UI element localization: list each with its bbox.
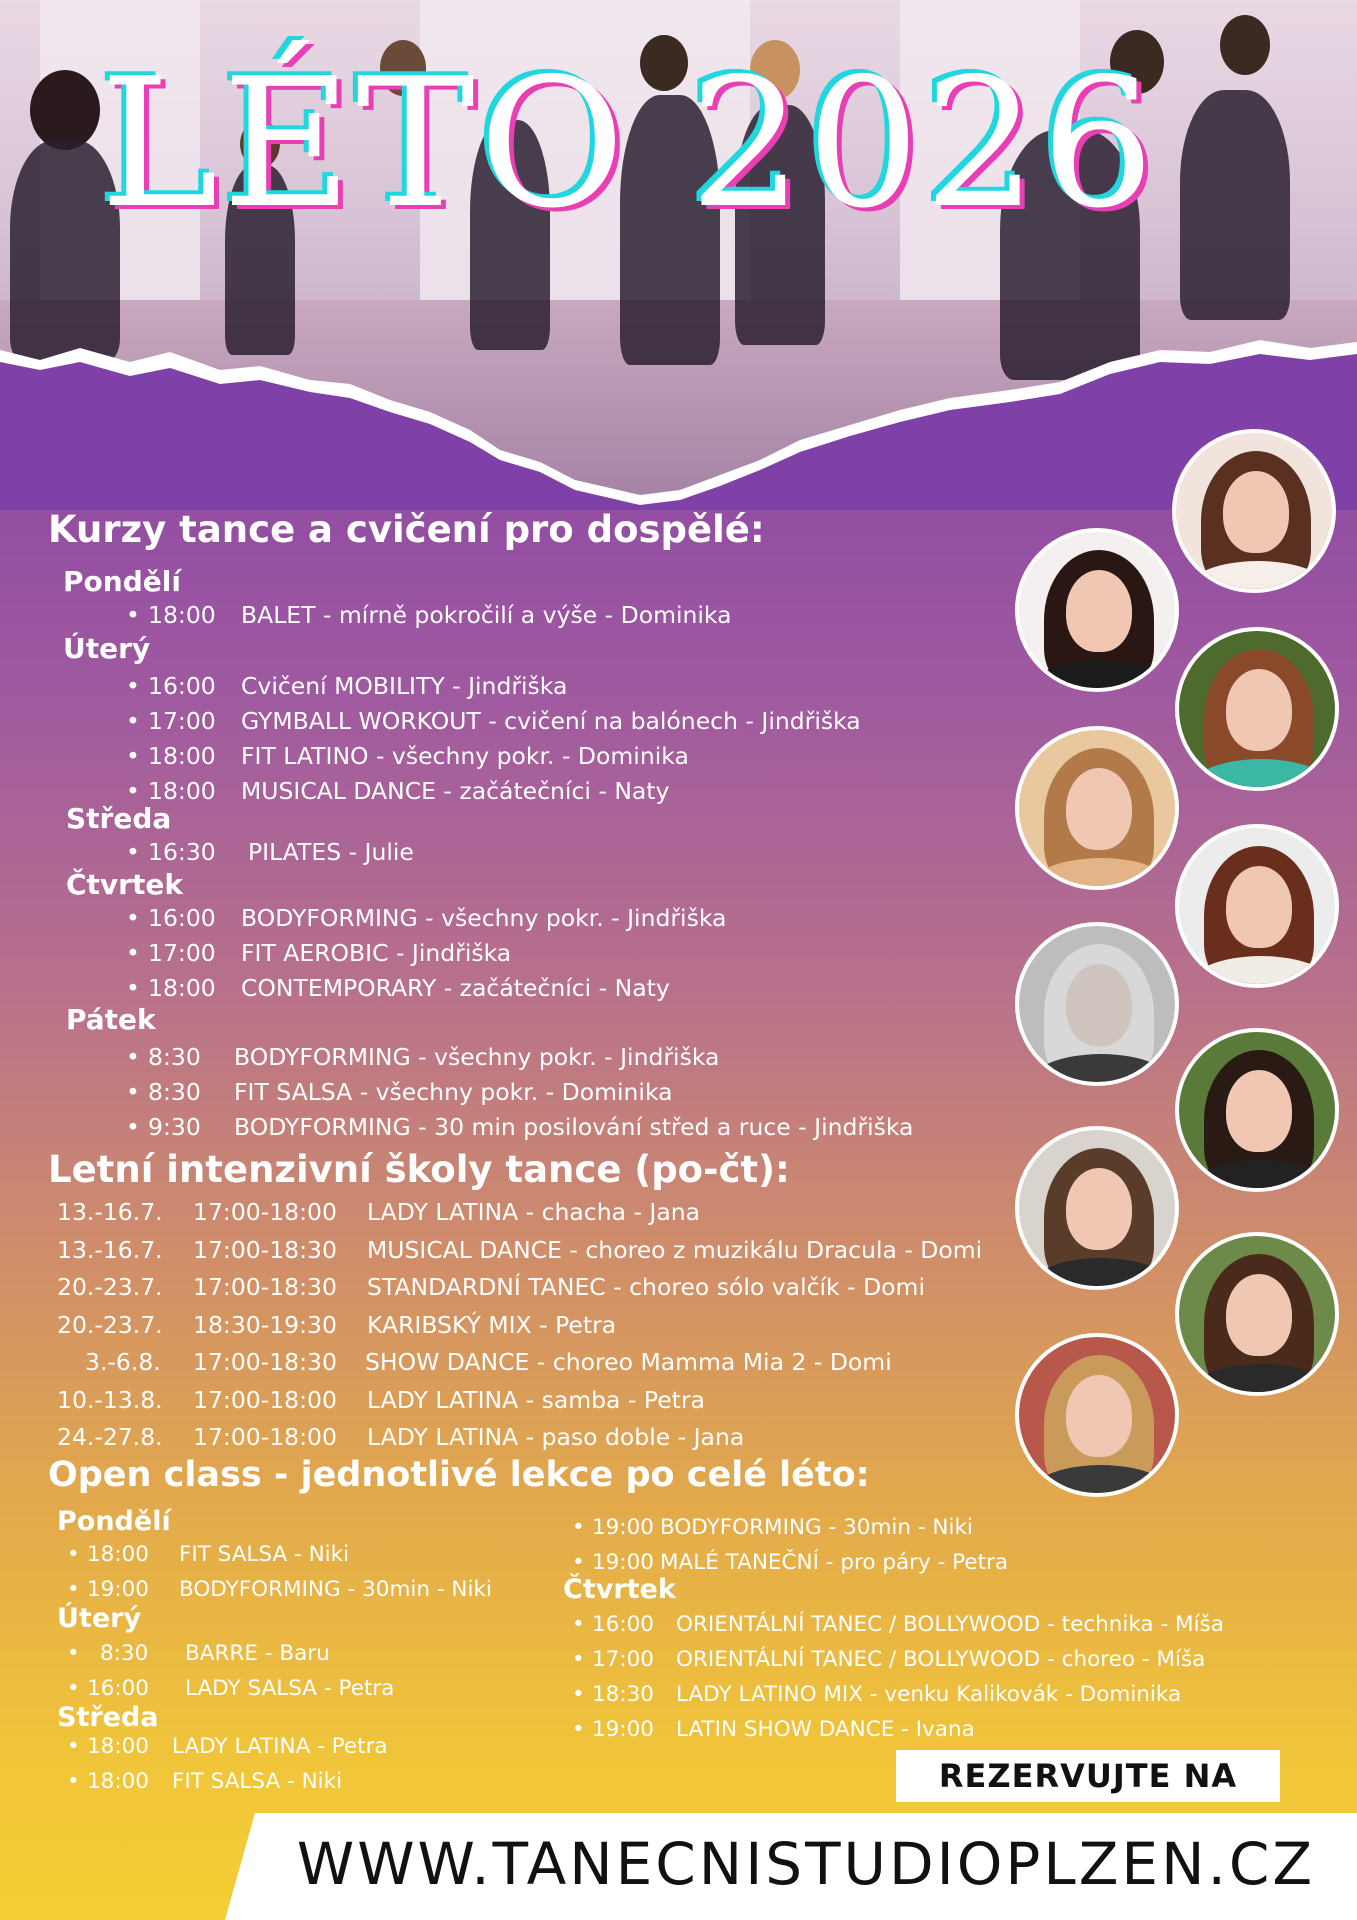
open-class-item: • 19:00 LATIN SHOW DANCE - Ivana bbox=[592, 1717, 654, 1742]
oc-day-thursday: Čtvrtek bbox=[563, 1574, 676, 1605]
open-class-item: • 17:00 ORIENTÁLNÍ TANEC / BOLLYWOOD - choreo - Míša bbox=[592, 1647, 654, 1672]
day-friday: Pátek bbox=[66, 1003, 156, 1036]
instructor-photo bbox=[1015, 1126, 1179, 1290]
open-class-item: • 16:00 ORIENTÁLNÍ TANEC / BOLLYWOOD - technika - Míša bbox=[592, 1612, 654, 1637]
instructor-photo bbox=[1175, 1028, 1339, 1192]
day-tuesday: Úterý bbox=[63, 632, 151, 665]
open-class-item: • 18:00 FIT SALSA - Niki bbox=[87, 1769, 149, 1794]
instructor-photo bbox=[1015, 726, 1179, 890]
instructor-photo bbox=[1015, 528, 1179, 692]
course-item: • 16:00 BODYFORMING - všechny pokr. - Jindřiška bbox=[148, 904, 216, 932]
reserve-label: REZERVUJTE NA bbox=[896, 1750, 1280, 1802]
course-item: • 17:00 GYMBALL WORKOUT - cvičení na balónech - Jindřiška bbox=[148, 707, 216, 735]
website-link[interactable]: WWW.TANECNISTUDIOPLZEN.CZ bbox=[296, 1830, 1316, 1898]
course-item: • 18:00 CONTEMPORARY - začátečníci - Naty bbox=[148, 974, 216, 1002]
course-item: • 16:30 PILATES - Julie bbox=[148, 838, 216, 866]
open-class-item: • 19:00 MALÉ TANEČNÍ - pro páry - Petra bbox=[592, 1550, 654, 1575]
open-class-item: • 18:00 FIT SALSA - Niki bbox=[87, 1542, 149, 1567]
oc-day-monday: Pondělí bbox=[57, 1506, 171, 1537]
open-class-item: • 16:00 LADY SALSA - Petra bbox=[87, 1676, 149, 1701]
open-class-item: • 19:00 BODYFORMING - 30min - Niki bbox=[592, 1515, 654, 1540]
adult-courses-heading: Kurzy tance a cvičení pro dospělé: bbox=[48, 508, 765, 551]
open-class-heading: Open class - jednotlivé lekce po celé léto: bbox=[48, 1455, 870, 1495]
course-item: • 8:30 FIT SALSA - všechny pokr. - Dominika bbox=[148, 1078, 201, 1106]
course-item: • 17:00 FIT AEROBIC - Jindřiška bbox=[148, 939, 216, 967]
day-thursday: Čtvrtek bbox=[66, 868, 183, 901]
course-item: • 18:00 FIT LATINO - všechny pokr. - Dominika bbox=[148, 742, 216, 770]
day-monday: Pondělí bbox=[63, 565, 181, 598]
course-item: • 16:00 Cvičení MOBILITY - Jindřiška bbox=[148, 672, 216, 700]
instructor-photo bbox=[1175, 824, 1339, 988]
course-item: • 8:30 BODYFORMING - všechny pokr. - Jindřiška bbox=[148, 1043, 201, 1071]
oc-day-wednesday: Středa bbox=[57, 1702, 159, 1733]
instructor-photo bbox=[1015, 922, 1179, 1086]
torn-paper-edge bbox=[0, 340, 1357, 510]
instructor-photo bbox=[1175, 627, 1339, 791]
course-item: • 18:00 BALET - mírně pokročilí a výše - Dominika bbox=[148, 601, 216, 629]
instructor-photo bbox=[1172, 429, 1336, 593]
open-class-item: • 18:30 LADY LATINO MIX - venku Kalikovák - Dominika bbox=[592, 1682, 654, 1707]
course-item: • 18:00 MUSICAL DANCE - začátečníci - Naty bbox=[148, 777, 216, 805]
instructor-photo bbox=[1015, 1333, 1179, 1497]
course-item: • 9:30 BODYFORMING - 30 min posilování střed a ruce - Jindřiška bbox=[148, 1113, 201, 1141]
instructor-photo bbox=[1175, 1232, 1339, 1396]
page-title: LÉTO 2026 bbox=[100, 40, 1159, 247]
oc-day-tuesday: Úterý bbox=[57, 1603, 142, 1634]
summer-school-heading: Letní intenzivní školy tance (po-čt): bbox=[48, 1148, 790, 1191]
open-class-item: • 19:00 BODYFORMING - 30min - Niki bbox=[87, 1577, 149, 1602]
day-wednesday: Středa bbox=[66, 802, 172, 835]
open-class-item: • 18:00 LADY LATINA - Petra bbox=[87, 1734, 149, 1759]
